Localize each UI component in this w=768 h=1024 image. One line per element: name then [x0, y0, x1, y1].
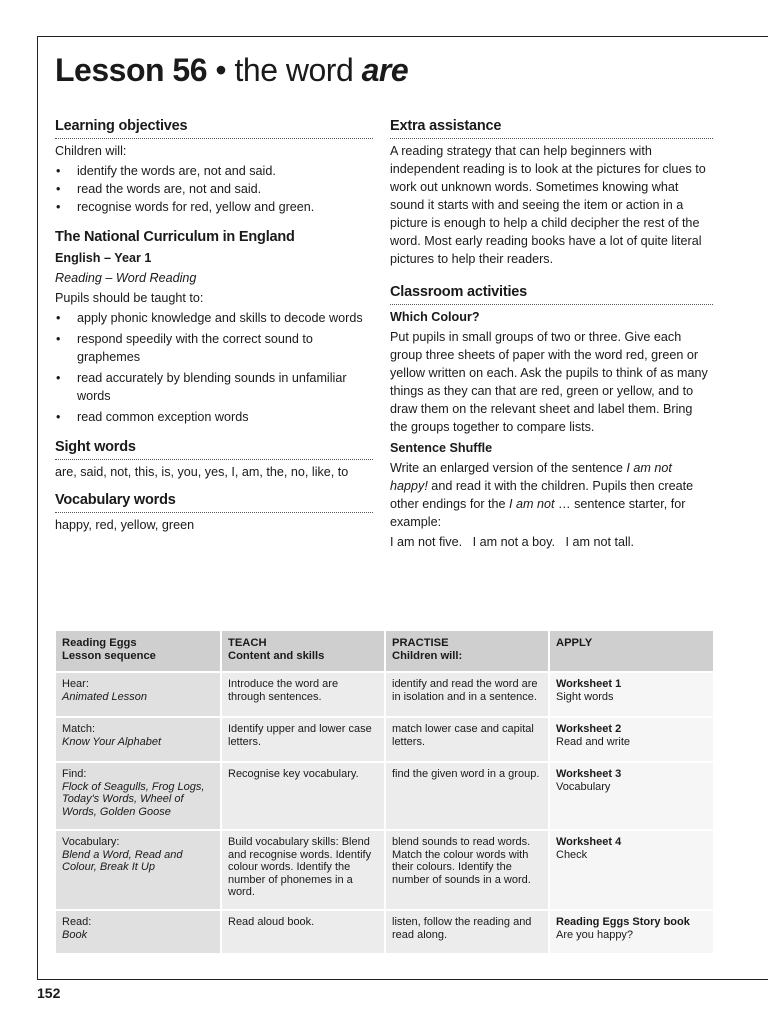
extra-assistance-heading: Extra assistance [390, 116, 713, 139]
practise-cell: match lower case and capital letters. [384, 716, 548, 761]
worksheet-subtitle: Sight words [556, 690, 614, 703]
activity-type: Match: [62, 723, 96, 735]
objectives-intro: Children will: [55, 144, 127, 158]
header-line: PRACTISE [392, 637, 449, 649]
sight-words-text: are, said, not, this, is, you, yes, I, am, the, no, like, to [55, 465, 349, 479]
header-reading-eggs [56, 631, 220, 671]
list-item: • recognise words for red, yellow and green. [55, 198, 373, 216]
page-title [55, 52, 408, 89]
lesson-sequence-table [56, 631, 713, 953]
worksheet-subtitle: Vocabulary [556, 780, 611, 793]
curriculum-heading: The National Curriculum in England [55, 229, 295, 245]
title-separator: • [207, 52, 235, 88]
list-item: • read the words are, not and said. [55, 180, 373, 198]
shuffle-text-part: Write an enlarged version of the sentence [390, 461, 627, 475]
table-row [56, 671, 713, 716]
list-item: • apply phonic knowledge and skills to decode words [55, 309, 373, 327]
worksheet-title: Reading Eggs Story book [556, 916, 690, 928]
teach-cell: Recognise key vocabulary. [220, 761, 384, 829]
list-item: • read common exception words [55, 408, 373, 426]
extra-assistance-text: A reading strategy that can help beginners with independent reading is to look at the pictures for clues to work out unknown words. Sometimes knowing what sound it starts with and seeing the item or action in a picture is enough to help a child decipher the rest of the word. Most early reading books have a lot of quite literal pictures to help their readers. [390, 144, 706, 266]
teach-cell: Read aloud book. [220, 909, 384, 953]
list-item: • identify the words are, not and said. [55, 162, 373, 180]
header-practise [384, 631, 548, 671]
which-colour-text: Put pupils in small groups of two or three. Give each group three sheets of paper with the word red, green or yellow written on each. Ask the pupils to think of as many things as they can that are red, green or yellow, and to draw them on the relevant sheet and label them. Bring the groups together to compare lists. [390, 330, 708, 434]
shuffle-examples: I am not five. I am not a boy. I am not tall. [390, 535, 635, 549]
which-colour-heading: Which Colour? [390, 310, 480, 324]
header-line: APPLY [556, 637, 593, 649]
header-line: Lesson sequence [62, 649, 156, 662]
table-row [56, 829, 713, 909]
worksheet-subtitle: Read and write [556, 735, 630, 748]
activity-name: Flock of Seagulls, Frog Logs, Today's Words, Wheel of Words, Golden Goose [62, 780, 205, 818]
activity-type: Read: [62, 916, 92, 928]
header-line: Content and skills [228, 649, 325, 662]
header-line: Reading Eggs [62, 637, 137, 649]
activity-type: Find: [62, 768, 87, 780]
activities-heading: Classroom activities [390, 282, 713, 305]
curriculum-intro: Pupils should be taught to: [55, 291, 204, 305]
lesson-cell [56, 716, 220, 761]
teach-cell: Build vocabulary skills: Blend and recognise words. Identify colour words. Identify the number of phonemes in a word. [220, 829, 384, 909]
page-number: 152 [37, 985, 61, 1001]
curriculum-subheading: English – Year 1 [55, 251, 152, 265]
activity-name: Know Your Alphabet [62, 735, 162, 748]
list-item: • respond speedily with the correct sound to graphemes [55, 330, 373, 366]
practise-cell: find the given word in a group. [384, 761, 548, 829]
right-column [390, 116, 713, 553]
header-apply [548, 631, 713, 671]
apply-cell [548, 671, 713, 716]
lesson-cell [56, 761, 220, 829]
activity-type: Hear: [62, 678, 89, 690]
sight-words-heading: Sight words [55, 437, 373, 460]
vocabulary-text: happy, red, yellow, green [55, 518, 195, 532]
vocabulary-heading: Vocabulary words [55, 490, 373, 513]
shuffle-starter: I am not [509, 497, 555, 511]
curriculum-strand: Reading – Word Reading [55, 271, 197, 285]
table-row [56, 909, 713, 953]
apply-cell [548, 829, 713, 909]
title-focus-word: are [361, 52, 409, 88]
apply-cell [548, 761, 713, 829]
lesson-cell [56, 829, 220, 909]
lesson-cell [56, 909, 220, 953]
curriculum-list [55, 309, 373, 426]
activity-name: Animated Lesson [62, 690, 147, 703]
table-row [56, 761, 713, 829]
table-row [56, 716, 713, 761]
worksheet-title: Worksheet 2 [556, 723, 622, 735]
worksheet-title: Worksheet 1 [556, 678, 622, 690]
worksheet-title: Worksheet 4 [556, 836, 622, 848]
activity-name: Blend a Word, Read and Colour, Break It Up [62, 848, 183, 873]
activity-type: Vocabulary: [62, 836, 120, 848]
activity-name: Book [62, 928, 88, 941]
practise-cell: listen, follow the reading and read along. [384, 909, 548, 953]
apply-cell [548, 716, 713, 761]
objectives-heading: Learning objectives [55, 116, 373, 139]
sentence-shuffle-text [390, 459, 713, 531]
worksheet-subtitle: Are you happy? [556, 928, 634, 941]
lesson-cell [56, 671, 220, 716]
list-item: • read accurately by blending sounds in unfamiliar words [55, 369, 373, 405]
shuffle-example-sentence: I am not happy! [390, 461, 672, 493]
practise-cell: blend sounds to read words. Match the colour words with their colours. Identify the number of sounds in a word. [384, 829, 548, 909]
shuffle-text-part: … sentence starter, for example: [390, 497, 686, 529]
left-column [55, 116, 373, 536]
sentence-shuffle-heading: Sentence Shuffle [390, 441, 493, 455]
header-line: TEACH [228, 637, 267, 649]
practise-cell: identify and read the word are in isolation and in a sentence. [384, 671, 548, 716]
header-line: Children will: [392, 649, 463, 662]
worksheet-subtitle: Check [556, 848, 588, 861]
shuffle-text-part: and read it with the children. Pupils then create other endings for the [390, 479, 694, 511]
table-header-row [56, 631, 713, 671]
worksheet-title: Worksheet 3 [556, 768, 622, 780]
teach-cell: Introduce the word are through sentences. [220, 671, 384, 716]
title-text: the word [234, 52, 362, 88]
apply-cell [548, 909, 713, 953]
lesson-number: Lesson 56 [55, 52, 208, 88]
teach-cell: Identify upper and lower case letters. [220, 716, 384, 761]
header-teach [220, 631, 384, 671]
objectives-list [55, 162, 373, 216]
